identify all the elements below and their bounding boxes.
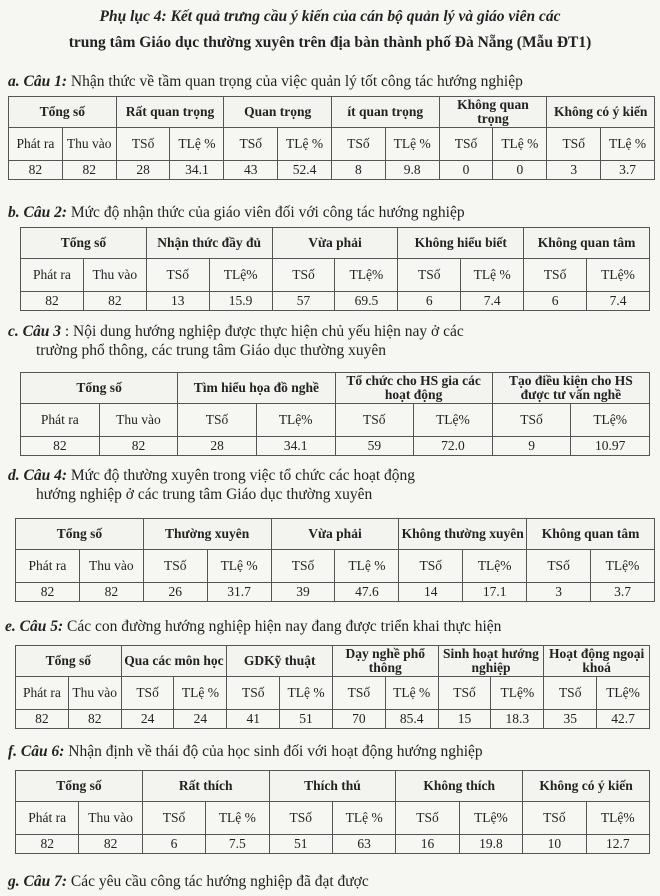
question-text: Mức độ nhận thức của giáo viên đối với công tác hướng nghiệp xyxy=(70,204,465,221)
group-header: Không quan tâm xyxy=(524,228,650,259)
table-cell: 59 xyxy=(335,437,414,456)
group-header: Dạy nghề phổ thông xyxy=(332,646,438,677)
column-header: TLệ% xyxy=(591,550,655,583)
column-header: TLệ % xyxy=(335,550,399,583)
table-cell: 7.5 xyxy=(206,835,269,854)
column-header: TSố xyxy=(116,128,170,161)
table-cell: 85.4 xyxy=(385,710,438,729)
table-cell: 69.5 xyxy=(335,292,398,311)
column-header: TSố xyxy=(527,550,591,583)
table-row xyxy=(9,161,655,180)
table-cell: 13 xyxy=(146,292,209,311)
table-cell: 47.6 xyxy=(335,583,399,602)
question-text: Các con đường hướng nghiệp hiện nay đang được triển khai thực hiện xyxy=(67,618,502,635)
table-cell: 72.0 xyxy=(414,437,493,456)
table-cell: 52.4 xyxy=(278,161,332,180)
column-header: TLệ % xyxy=(385,677,438,710)
group-header: Không có ý kiến xyxy=(523,771,650,802)
group-header: Qua các môn học xyxy=(121,646,227,677)
column-header: TSố xyxy=(439,128,493,161)
table-cell: 28 xyxy=(178,437,257,456)
table-cell: 10 xyxy=(523,835,586,854)
column-header: Phát ra xyxy=(21,259,84,292)
table-cell: 8 xyxy=(331,161,385,180)
table-cell: 82 xyxy=(99,437,178,456)
question-text: Các yêu cầu công tác hướng nghiệp đã đạt được xyxy=(70,873,369,890)
survey-table xyxy=(15,770,650,854)
table-row xyxy=(21,437,650,456)
table-cell: 26 xyxy=(143,583,207,602)
survey-table xyxy=(20,372,650,456)
column-header: TSố xyxy=(227,677,280,710)
group-header: Không thích xyxy=(396,771,523,802)
column-header: TSố xyxy=(331,128,385,161)
column-header: TLệ% xyxy=(587,259,650,292)
table-cell: 57 xyxy=(272,292,335,311)
table-cell: 82 xyxy=(68,710,121,729)
column-header: Thu vào xyxy=(79,802,142,835)
table-row xyxy=(21,292,650,311)
table-cell: 82 xyxy=(16,583,80,602)
column-header: TSố xyxy=(396,802,459,835)
column-header: TSố xyxy=(269,802,332,835)
title-line-2: trung tâm Giáo dục thường xuyên trên địa bàn thành phố Đà Nẵng (Mẫu ĐT1) xyxy=(68,34,592,51)
column-header: TSố xyxy=(523,802,586,835)
question-text: Mức độ thường xuyên trong việc tổ chức các hoạt động xyxy=(70,467,416,484)
title-line-1: Phụ lục 4: Kết quả trưng cầu ý kiến của cán bộ quản lý và giáo viên các xyxy=(99,8,561,25)
table-cell: 82 xyxy=(62,161,116,180)
column-header: TSố xyxy=(492,404,571,437)
column-header: TSố xyxy=(178,404,257,437)
section-heading xyxy=(8,203,465,222)
column-header: TSố xyxy=(272,259,335,292)
table-cell: 19.8 xyxy=(459,835,522,854)
survey-table xyxy=(20,227,650,311)
column-header: TLệ % xyxy=(207,550,271,583)
question-label: a. Câu 1: xyxy=(8,73,67,90)
table-cell: 3.7 xyxy=(601,161,655,180)
column-header: TLệ% xyxy=(571,404,650,437)
question-text-cont: hướng nghiệp ở các trung tâm Giáo dục thường xuyên xyxy=(36,486,373,503)
table-cell: 28 xyxy=(116,161,170,180)
column-header: Thu vào xyxy=(83,259,146,292)
survey-table xyxy=(15,518,655,602)
column-header: TSố xyxy=(146,259,209,292)
column-header: TSố xyxy=(224,128,278,161)
group-header: Hoạt động ngoại khoá xyxy=(544,646,650,677)
document-title xyxy=(0,4,660,56)
table-cell: 39 xyxy=(271,583,335,602)
group-header: Rất thích xyxy=(142,771,269,802)
table-cell: 16 xyxy=(396,835,459,854)
column-header: TSố xyxy=(332,677,385,710)
section-heading xyxy=(8,466,415,504)
column-header: TLệ% xyxy=(414,404,493,437)
table-cell: 0 xyxy=(439,161,493,180)
column-header: TSố xyxy=(142,802,205,835)
question-label: f. Câu 6: xyxy=(8,743,65,760)
question-label: g. Câu 7: xyxy=(8,873,67,890)
column-header: TLệ % xyxy=(461,259,524,292)
group-header: Quan trọng xyxy=(224,97,332,128)
table-cell: 82 xyxy=(16,835,79,854)
column-header: TSố xyxy=(438,677,491,710)
group-header: Tổ chức cho HS gia các hoạt động xyxy=(335,373,492,404)
section-heading xyxy=(5,617,501,636)
table-cell: 82 xyxy=(16,710,69,729)
survey-table xyxy=(8,96,655,180)
column-header: Thu vào xyxy=(62,128,116,161)
table-cell: 82 xyxy=(79,583,143,602)
group-header: Không thường xuyên xyxy=(399,519,527,550)
table-cell: 15.9 xyxy=(209,292,272,311)
table-cell: 82 xyxy=(9,161,63,180)
table-cell: 10.97 xyxy=(571,437,650,456)
table-cell: 34.1 xyxy=(256,437,335,456)
column-header: Thu vào xyxy=(79,550,143,583)
question-label: b. Câu 2: xyxy=(8,204,67,221)
table-cell: 24 xyxy=(174,710,227,729)
group-header: Không hiểu biết xyxy=(398,228,524,259)
group-header: Tổng số xyxy=(21,373,178,404)
table-cell: 17.1 xyxy=(463,583,527,602)
column-header: Phát ra xyxy=(16,677,69,710)
column-header: TLệ% xyxy=(459,802,522,835)
group-header: Tổng số xyxy=(16,646,122,677)
group-header: Không quan tâm xyxy=(527,519,655,550)
column-header: TLệ % xyxy=(174,677,227,710)
table-cell: 3 xyxy=(547,161,601,180)
question-text: : Nội dung hướng nghiệp được thực hiện chủ yếu hiện nay ở các xyxy=(64,323,464,340)
column-header: TLệ% xyxy=(209,259,272,292)
table-cell: 9.8 xyxy=(385,161,439,180)
column-header: TLệ % xyxy=(206,802,269,835)
column-header: Phát ra xyxy=(16,550,80,583)
table-row xyxy=(16,835,650,854)
question-text: Nhận định về thái độ của học sinh đối với hoạt động hướng nghiệp xyxy=(68,743,483,760)
table-cell: 70 xyxy=(332,710,385,729)
column-header: TLệ % xyxy=(493,128,547,161)
table-row xyxy=(16,710,650,729)
group-header: Sinh hoạt hướng nghiệp xyxy=(438,646,544,677)
group-header: Thường xuyên xyxy=(143,519,271,550)
group-header: Rất quan trọng xyxy=(116,97,224,128)
survey-table xyxy=(15,645,650,729)
column-header: Phát ra xyxy=(21,404,100,437)
table-cell: 9 xyxy=(492,437,571,456)
table-cell: 3 xyxy=(527,583,591,602)
group-header: Tổng số xyxy=(16,519,144,550)
table-cell: 34.1 xyxy=(170,161,224,180)
section-heading xyxy=(8,72,523,91)
column-header: TSố xyxy=(399,550,463,583)
section-heading xyxy=(8,322,464,360)
column-header: Phát ra xyxy=(9,128,63,161)
column-header: TLệ % xyxy=(601,128,655,161)
column-header: TLệ% xyxy=(586,802,649,835)
column-header: TLệ% xyxy=(256,404,335,437)
group-header: Vừa phải xyxy=(272,228,398,259)
group-header: Tạo điều kiện cho HS được tư vấn nghề xyxy=(492,373,649,404)
table-cell: 51 xyxy=(280,710,333,729)
table-cell: 7.4 xyxy=(587,292,650,311)
table-cell: 24 xyxy=(121,710,174,729)
column-header: TLệ % xyxy=(332,802,395,835)
column-header: TLệ % xyxy=(385,128,439,161)
table-cell: 35 xyxy=(544,710,597,729)
question-label: d. Câu 4: xyxy=(8,467,67,484)
table-cell: 6 xyxy=(142,835,205,854)
group-header: Vừa phải xyxy=(271,519,399,550)
column-header: TLệ % xyxy=(280,677,333,710)
column-header: TSố xyxy=(335,404,414,437)
table-cell: 14 xyxy=(399,583,463,602)
table-cell: 82 xyxy=(79,835,142,854)
group-header: Tổng số xyxy=(21,228,147,259)
table-cell: 7.4 xyxy=(461,292,524,311)
group-header: Tổng số xyxy=(16,771,143,802)
question-label: c. Câu 3 xyxy=(8,323,61,340)
column-header: TSố xyxy=(398,259,461,292)
table-cell: 43 xyxy=(224,161,278,180)
question-text-cont: trường phổ thông, các trung tâm Giáo dục thường xuyên xyxy=(36,342,387,359)
column-header: TSố xyxy=(524,259,587,292)
question-text: Nhận thức về tầm quan trọng của việc quản lý tốt công tác hướng nghiệp xyxy=(70,73,523,90)
table-row xyxy=(16,583,655,602)
table-cell: 3.7 xyxy=(591,583,655,602)
column-header: TLệ% xyxy=(335,259,398,292)
column-header: Thu vào xyxy=(99,404,178,437)
table-cell: 82 xyxy=(83,292,146,311)
column-header: TSố xyxy=(271,550,335,583)
column-header: Phát ra xyxy=(16,802,79,835)
group-header: Không có ý kiến xyxy=(547,97,655,128)
table-cell: 0 xyxy=(493,161,547,180)
table-cell: 51 xyxy=(269,835,332,854)
section-heading xyxy=(8,872,369,891)
table-cell: 82 xyxy=(21,292,84,311)
column-header: TLệ % xyxy=(170,128,224,161)
column-header: TSố xyxy=(544,677,597,710)
group-header: Không quan trọng xyxy=(439,97,547,128)
table-cell: 42.7 xyxy=(597,710,650,729)
group-header: ít quan trọng xyxy=(331,97,439,128)
table-cell: 31.7 xyxy=(207,583,271,602)
table-cell: 18.3 xyxy=(491,710,544,729)
section-heading xyxy=(8,742,483,761)
column-header: Thu vào xyxy=(68,677,121,710)
column-header: TSố xyxy=(547,128,601,161)
group-header: Nhận thức đầy đủ xyxy=(146,228,272,259)
column-header: TLệ % xyxy=(278,128,332,161)
table-cell: 15 xyxy=(438,710,491,729)
column-header: TSố xyxy=(143,550,207,583)
table-cell: 12.7 xyxy=(586,835,649,854)
table-cell: 41 xyxy=(227,710,280,729)
table-cell: 6 xyxy=(524,292,587,311)
group-header: Thích thú xyxy=(269,771,396,802)
table-cell: 6 xyxy=(398,292,461,311)
column-header: TLệ% xyxy=(491,677,544,710)
column-header: TSố xyxy=(121,677,174,710)
table-cell: 82 xyxy=(21,437,100,456)
group-header: GDKỹ thuật xyxy=(227,646,333,677)
question-label: e. Câu 5: xyxy=(5,618,64,635)
table-cell: 63 xyxy=(332,835,395,854)
group-header: Tìm hiểu họa đồ nghề xyxy=(178,373,335,404)
group-header: Tổng số xyxy=(9,97,117,128)
column-header: TLệ% xyxy=(597,677,650,710)
column-header: TLệ% xyxy=(463,550,527,583)
